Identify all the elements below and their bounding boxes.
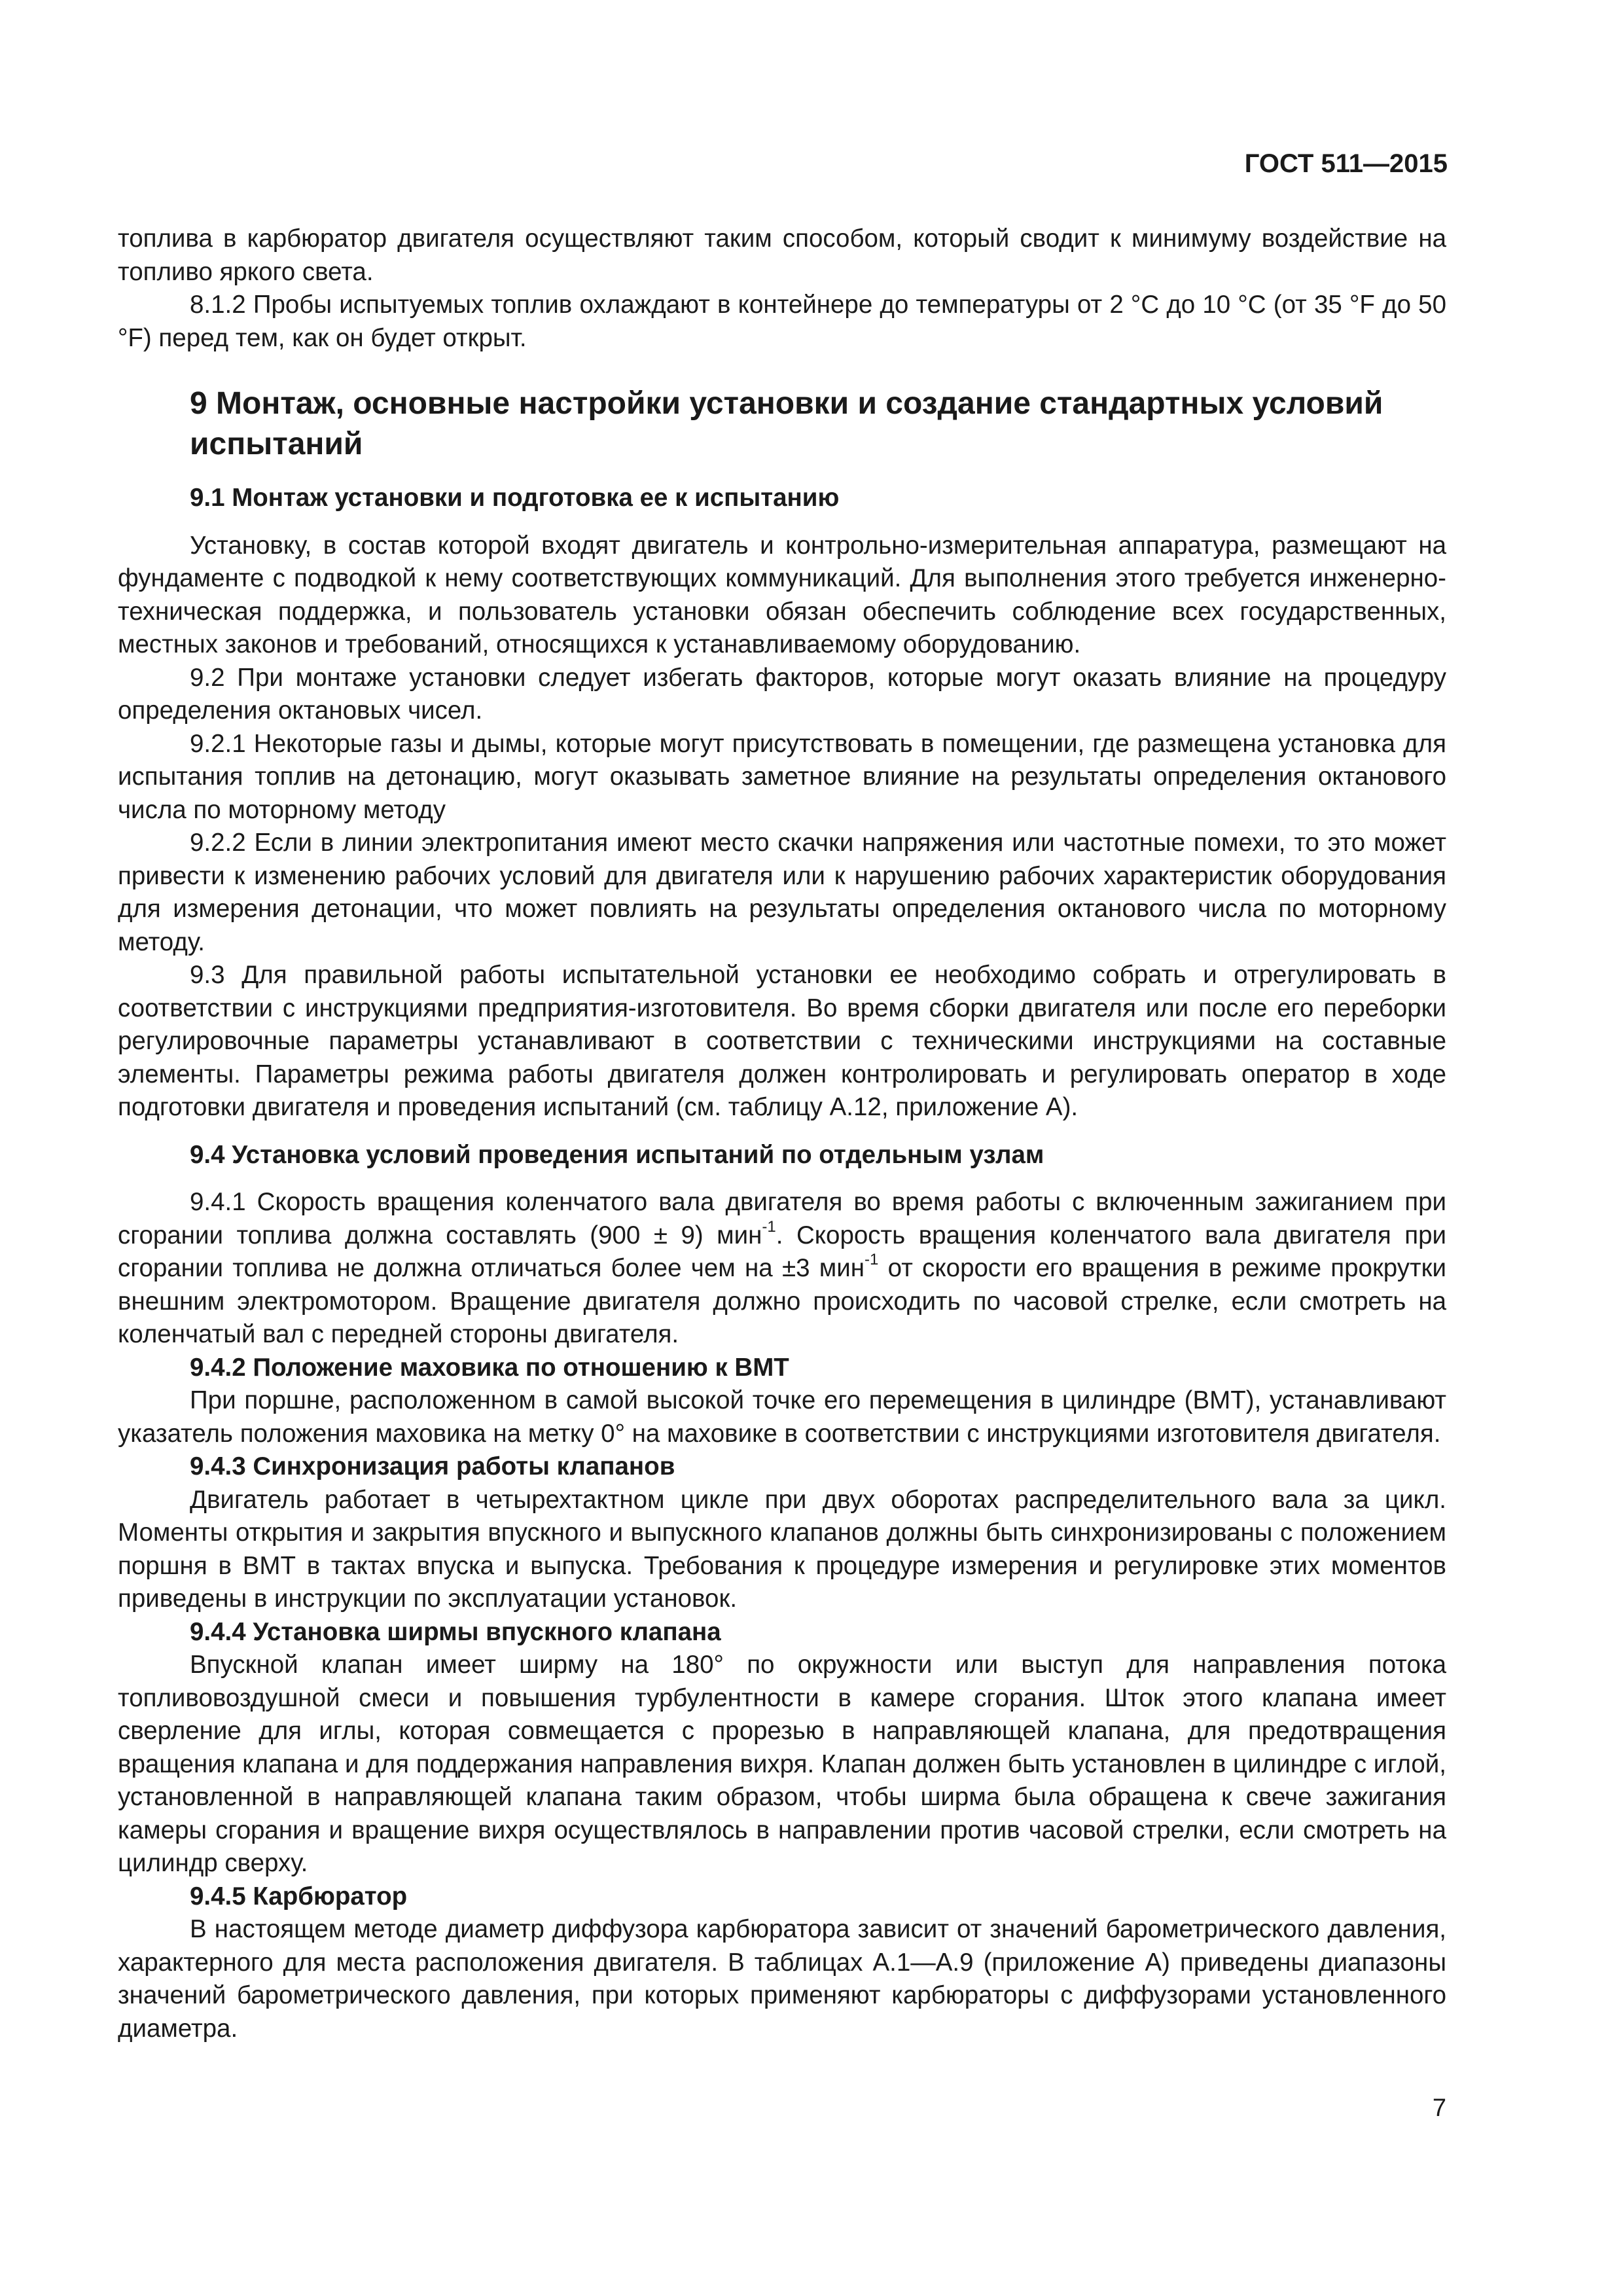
paragraph-8-1-2: 8.1.2 Пробы испытуемых топлив охлаждают в контейнере до температуры от 2 °С до 10 °С (от 35 °F до 50 °F) перед тем, как он будет открыт.	[118, 291, 1446, 352]
paragraph-9-4-1	[118, 1186, 1446, 1352]
page-content	[118, 223, 1446, 2045]
subsection-heading-9-4: 9.4 Установка условий проведения испытаний по отдельным узлам	[190, 1140, 1044, 1169]
paragraph-9-2: 9.2 При монтаже установки следует избегать факторов, которые могут оказать влияние на процедуру определения октановых чисел.	[118, 663, 1446, 725]
subsection-heading-9-4-2: 9.4.2 Положение маховика по отношению к ВМТ	[190, 1353, 789, 1382]
subsection-heading-9-1: 9.1 Монтаж установки и подготовка ее к испытанию	[190, 484, 840, 512]
paragraph-9-1: Установку, в состав которой входят двигатель и контрольно-измерительная аппаратура, размещают на фундаменте с подводкой к нему соответствующих коммуникаций. Для выполнения этого требуется инженерно-техническая поддержка, и пользователь установки обязан обеспечить соблюдение всех государственных, местных законов и требований, относящихся к устанавливаемому оборудованию.	[118, 531, 1446, 658]
page-number: 7	[1432, 2094, 1446, 2122]
paragraph-9-4-1-part-b: . Скорость вращения коленчатого вала двигателя при сгорании топлива не должна отличаться более чем на ±3 мин	[118, 1221, 1446, 1282]
paragraph-9-3: 9.3 Для правильной работы испытательной установки ее необходимо собрать и отрегулировать в соответствии с инструкциями предприятия-изготовителя. Во время сборки двигателя или после его переборки регулировочные параметры устанавливают в соответствии с техническими инструкциями на составные элементы. Параметры режима работы двигателя должен контролировать и регулировать оператор в ходе подготовки двигателя и проведения испытаний (см. таблицу А.12, приложение А).	[118, 961, 1446, 1121]
superscript-minus-one: -1	[762, 1217, 776, 1236]
paragraph-9-4-1-part-a: 9.4.1 Скорость вращения коленчатого вала двигателя во время работы с включенным зажиганием при сгорании топлива должна составлять (900 ± 9) мин	[118, 1188, 1446, 1249]
paragraph-9-4-3: Двигатель работает в четырехтактном цикле при двух оборотах распределительного вала за цикл. Моменты открытия и закрытия впускного и выпускного клапанов должны быть синхронизированы с положением поршня в ВМТ в тактах впуска и выпуска. Требования к процедуре измерения и регулировке этих моментов приведены в инструкции по эксплуатации установок.	[118, 1485, 1446, 1613]
paragraph-9-4-4: Впускной клапан имеет ширму на 180° по окружности или выступ для направления потока топливовоздушной смеси и повышения турбулентности в камере сгорания. Шток этого клапана имеет сверление для иглы, которая совмещается с прорезью в направляющей клапана, для предотвращения вращения клапана и для поддержания направления вихря. Клапан должен быть установлен в цилиндре с иглой, установленной в направляющей клапана таким образом, чтобы ширма была обращена к свече зажигания камеры сгорания и вращение вихря осуществлялось в направлении против часовой стрелки, если смотреть на цилиндр сверху.	[118, 1651, 1446, 1877]
subsection-heading-9-4-5: 9.4.5 Карбюратор	[190, 1882, 408, 1910]
paragraph-9-2-1: 9.2.1 Некоторые газы и дымы, которые могут присутствовать в помещении, где размещена установка для испытания топлив на детонацию, могут оказывать заметное влияние на результаты определения октанового числа по моторному методу	[118, 729, 1446, 824]
section-heading-9: 9 Монтаж, основные настройки установки и создание стандартных условий испытаний	[190, 386, 1383, 461]
subsection-heading-9-4-4: 9.4.4 Установка ширмы впускного клапана	[190, 1617, 721, 1646]
paragraph-continuation: топлива в карбюратор двигателя осуществляют таким способом, который сводит к минимуму воздействие на топливо яркого света.	[118, 224, 1446, 286]
subsection-heading-9-4-3: 9.4.3 Синхронизация работы клапанов	[190, 1452, 675, 1480]
document-code-header: ГОСТ 511—2015	[1244, 149, 1448, 178]
paragraph-9-2-2: 9.2.2 Если в линии электропитания имеют место скачки напряжения или частотные помехи, то это может привести к изменению рабочих условий для двигателя или к нарушению рабочих характеристик оборудования для измерения детонации, что может повлиять на результаты определения октанового числа по моторному методу.	[118, 829, 1446, 956]
paragraph-9-4-5: В настоящем методе диаметр диффузора карбюратора зависит от значений барометрического давления, характерного для места расположения двигателя. В таблицах А.1—А.9 (приложение А) приведены диапазоны значений барометрического давления, при которых применяют карбюраторы с диффузорами установленного диаметра.	[118, 1915, 1446, 2043]
superscript-minus-one: -1	[865, 1251, 879, 1268]
paragraph-9-4-1-part-c: от скорости его вращения в режиме прокрутки внешним электромотором. Вращение двигателя должно происходить по часовой стрелке, если смотреть на коленчатый вал с передней стороны двигателя.	[118, 1254, 1447, 1348]
paragraph-9-4-2: При поршне, расположенном в самой высокой точке его перемещения в цилиндре (ВМТ), устанавливают указатель положения маховика на метку 0° на маховике в соответствии с инструкциями изготовителя двигателя.	[118, 1386, 1446, 1448]
